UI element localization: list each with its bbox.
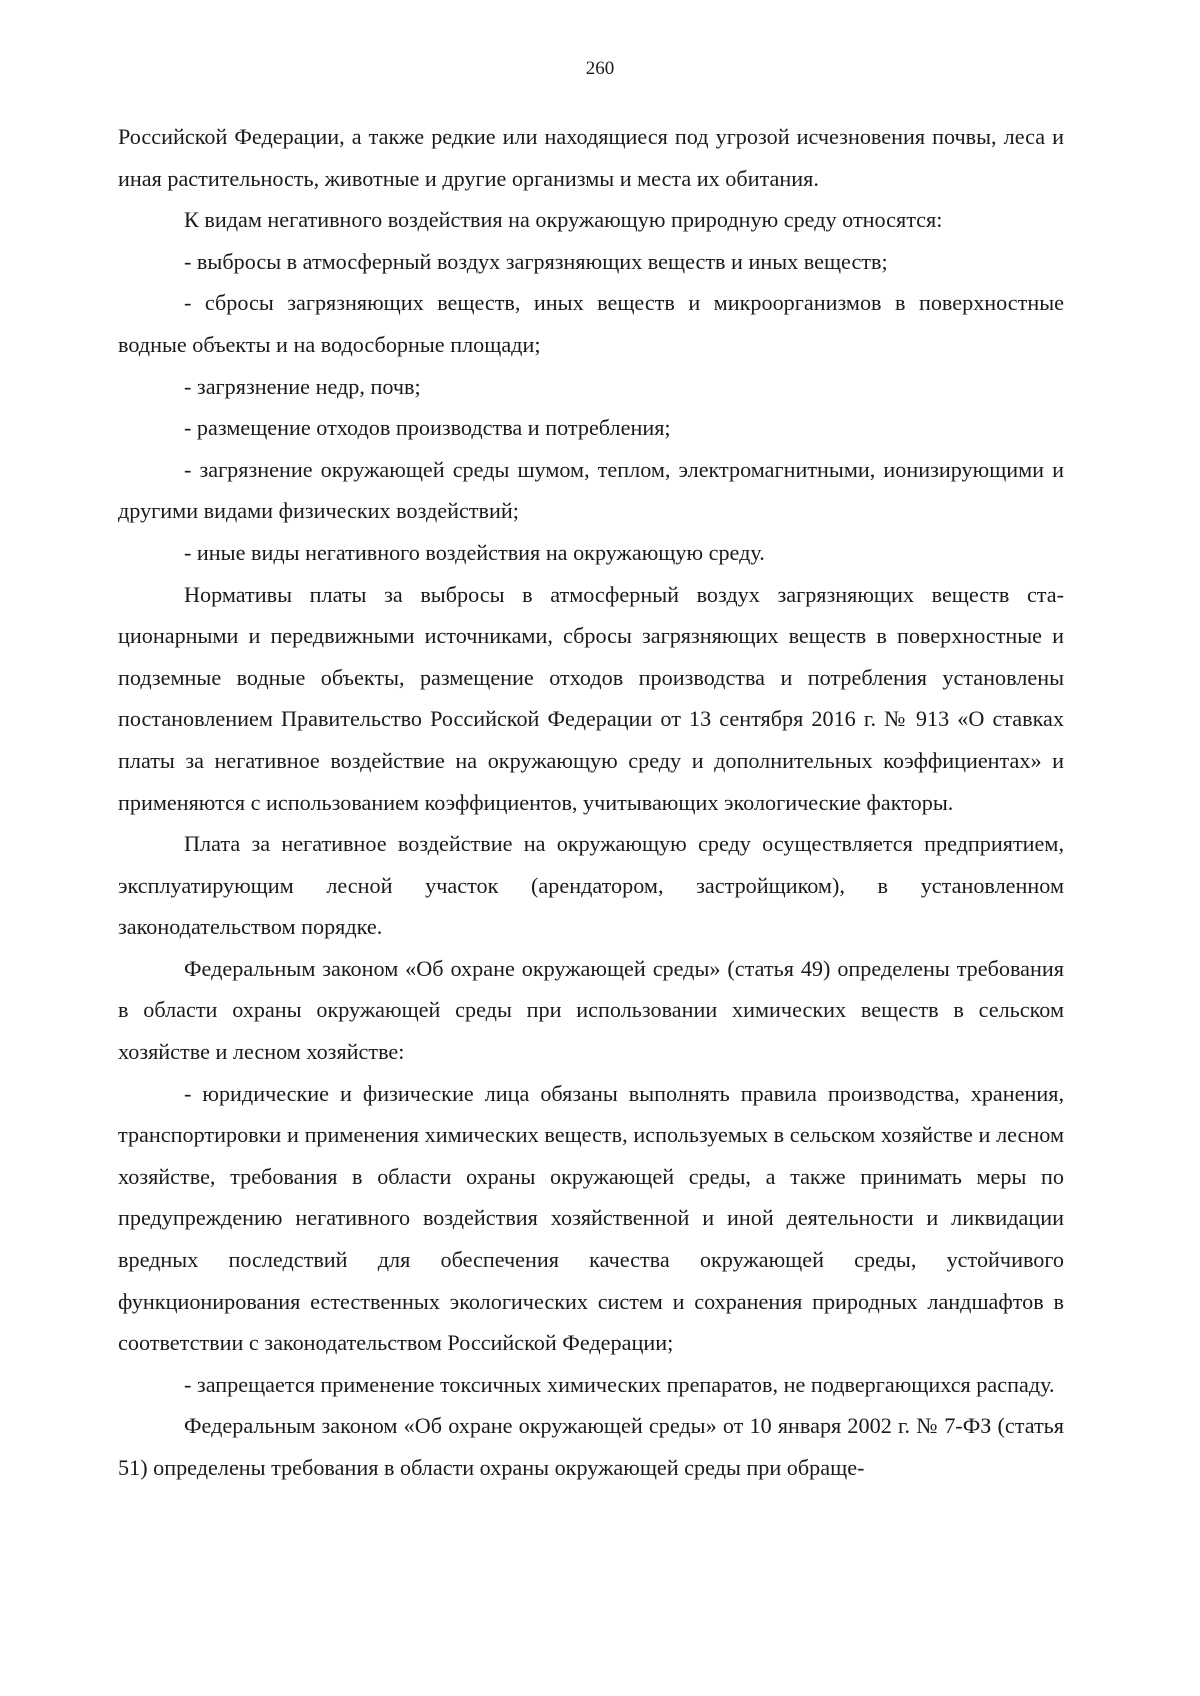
- paragraph: Федеральным законом «Об охране окружающей среды» (статья 49) определены требования в области охраны окружающей среды при использовании химических веществ в сельском хозяйстве и лесном хозяйстве:: [118, 955, 1064, 1065]
- list-item: - запрещается применение токсичных химических препаратов, не подвергающихся распаду.: [184, 1371, 1055, 1397]
- page-number: 260: [585, 58, 615, 79]
- paragraph: Федеральным законом «Об охране окружающей среды» от 10 января 2002 г. № 7-ФЗ (статья 51) определены требования в области охраны окружающей среды при обраще-: [118, 1413, 1064, 1480]
- list-item: - сбросы загрязняющих веществ, иных веществ и микроорганизмов в поверхностные водные объекты и на водосборные площади;: [118, 290, 1064, 357]
- list-item: - загрязнение недр, почв;: [184, 373, 421, 399]
- paragraph: Нормативы платы за выбросы в атмосферный воздух загрязняющих веществ стационарными и передвижными источниками, сбросы загрязняющих веществ в поверхностные и подземные водные объекты, размещение отходов производства и потребления установлены постановлением Правительство Российской Федерации от 13 сентября 2016 г. № 913 «О ставках платы за негативное воздействие на окружающую среду и дополнительных коэффициентах» и применяются с использованием коэффициентов, учитывающих экологические факторы.: [118, 581, 1064, 815]
- list-item: - выбросы в атмосферный воздух загрязняющих веществ и иных веществ;: [184, 248, 888, 274]
- list-item: - иные виды негативного воздействия на окружающую среду.: [184, 539, 765, 565]
- list-item: - юридические и физические лица обязаны выполнять правила производства, хранения, транспортировки и применения химических веществ, используемых в сельском хозяйстве и лесном хозяйстве, требования в области охраны окружающей среды, а также принимать меры по предупреждению негативного воздействия хозяйственной и иной деятельности и ликвидации вредных последствий для обеспечения качества окружающей среды, устойчивого функционирования естественных экологических систем и сохранения природных ландшафтов в соответствии с законодательством Российской Федерации;: [118, 1080, 1064, 1356]
- document-body: [118, 116, 1064, 1489]
- paragraph: Плата за негативное воздействие на окружающую среду осуществляется предприятием, эксплуатирующим лесной участок (арендатором, застройщиком), в установленном законодательством порядке.: [118, 831, 1064, 940]
- paragraph: Российской Федерации, а также редкие или находящиеся под угрозой исчезновения почвы, леса и иная растительность, животные и другие организмы и места их обитания.: [118, 124, 1064, 191]
- paragraph: К видам негативного воздействия на окружающую природную среду относятся:: [184, 207, 943, 233]
- list-item: - загрязнение окружающей среды шумом, теплом, электромагнитными, ионизирующими и другими видами физических воздействий;: [118, 456, 1064, 524]
- list-item: - размещение отходов производства и потребления;: [184, 415, 671, 441]
